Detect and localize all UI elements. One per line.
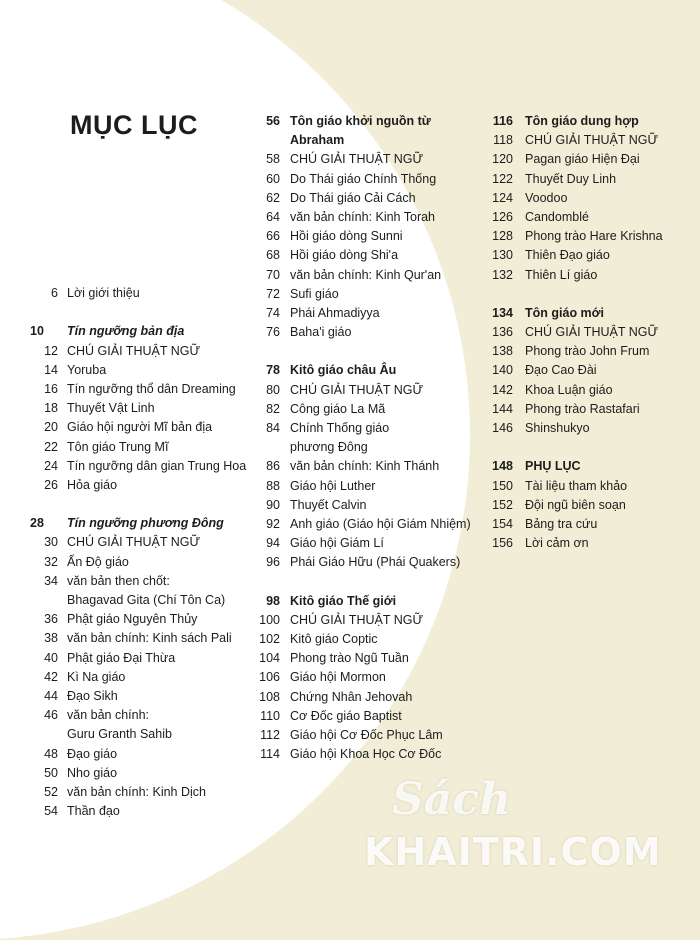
toc-entry-title: Sufi giáo [290,286,339,301]
toc-spacer [30,303,260,322]
toc-entry[interactable] [30,361,260,380]
toc-entry[interactable] [30,629,260,648]
toc-entry-title: Lời giới thiệu [67,286,140,300]
toc-entry[interactable] [250,668,470,687]
toc-page-number: 64 [266,209,280,224]
toc-page-number: 140 [492,363,513,378]
toc-entry[interactable] [479,419,694,438]
toc-entry[interactable] [250,649,470,668]
toc-entry-title: văn bản chính: Kinh Torah [290,209,436,224]
toc-entry[interactable] [479,534,694,553]
toc-entry[interactable] [250,726,470,745]
toc-entry-title: Anh giáo (Giáo hội Giám Nhiệm) [290,516,471,531]
toc-entry-title: Bảng tra cứu [525,516,598,531]
toc-entry-title: Tôn giáo mới [525,305,605,320]
toc-entry[interactable] [250,189,470,208]
toc-entry-title: Phong trào Hare Krishna [525,229,663,244]
toc-page-number: 104 [259,651,280,666]
toc-entry-title: CHÚ GIẢI THUẬT NGỮ [525,133,659,148]
toc-page-number: 82 [266,401,280,416]
toc-entry-title: Phong trào John Frum [525,344,650,359]
toc-spacer [479,285,694,304]
toc-entry[interactable] [479,131,694,150]
toc-page-number: 6 [51,286,58,300]
toc-page-number: 120 [492,152,513,167]
toc-entry-title: Tôn giáo khởi nguồn từ [290,114,431,128]
toc-page-number: 26 [44,477,58,492]
toc-entry-title: Đội ngũ biên soạn [525,497,626,512]
toc-page-number: 86 [266,459,280,474]
toc-page-number: 124 [492,190,513,205]
toc-entry-title: CHÚ GIẢI THUẬT NGỮ [67,343,201,358]
watermark-logo [362,774,692,880]
toc-page-number: 152 [492,497,513,512]
toc-entry[interactable] [250,150,470,169]
toc-entry[interactable] [250,304,470,323]
toc-column-1 [30,284,260,821]
toc-entry-title: Voodoo [525,190,568,205]
toc-page-number: 46 [44,708,58,723]
toc-page-number: 144 [492,401,513,416]
toc-page-number: 40 [44,650,58,665]
toc-entry[interactable] [250,496,470,515]
toc-entry-title: Phật giáo Đại Thừa [67,650,176,665]
toc-entry-title: Giáo hội Mormon [290,670,386,685]
toc-section-heading[interactable] [479,457,694,476]
toc-column-2 [250,112,470,764]
toc-entry-title: CHÚ GIẢI THUẬT NGỮ [67,535,201,550]
toc-entry-title: văn bản chính: [67,708,150,723]
toc-section-heading[interactable] [30,322,260,341]
toc-page-number: 72 [266,286,280,301]
toc-page-number: 84 [266,421,280,435]
toc-entry-title: Abraham [290,133,345,148]
toc-page-number: 102 [259,632,280,647]
toc-page-number: 54 [44,804,58,819]
toc-page-number: 130 [492,248,513,263]
toc-entry-title: Kitô giáo Coptic [290,632,378,647]
toc-entry-title: Giáo hội Cơ Đốc Phục Lâm [290,728,443,742]
toc-section-heading[interactable] [479,304,694,323]
toc-entry[interactable] [250,515,470,534]
toc-entry-title: Yoruba [67,362,107,377]
toc-entry-title: Tín ngưỡng bản địa [67,324,185,339]
toc-spacer [30,495,260,514]
toc-page-number [30,725,58,744]
toc-spacer [479,438,694,457]
toc-page-number [30,591,58,610]
toc-entry-title: Cơ Đốc giáo Baptist [290,708,402,723]
toc-entry-title: CHÚ GIẢI THUẬT NGỮ [290,612,424,627]
toc-page-number: 10 [30,324,44,339]
toc-entry-title: Pagan giáo Hiện Đại [525,152,640,167]
toc-entry[interactable] [479,150,694,169]
toc-entry-title: Giáo hội Giám Lí [290,536,384,551]
toc-page-number: 112 [260,728,280,742]
toc-entry[interactable] [250,285,470,304]
toc-entry[interactable] [250,208,470,227]
toc-entry[interactable] [479,400,694,419]
toc-entry-title: Tài liệu tham khảo [525,478,628,493]
toc-entry-title: Bhagavad Gita (Chí Tôn Ca) [67,593,226,607]
toc-page-number: 38 [44,631,58,646]
toc-entry[interactable] [30,802,260,821]
toc-page-number: 22 [44,439,58,454]
toc-page-number [250,131,280,150]
toc-entry-title: Khoa Luận giáo [525,382,613,397]
toc-entry-title: Hồi giáo dòng Shi'a [290,248,399,263]
toc-entry-title: CHÚ GIẢI THUẬT NGỮ [290,382,424,397]
toc-entry-title: Do Thái giáo Cải Cách [290,190,416,205]
toc-page-number: 78 [266,363,280,378]
toc-page-number: 148 [492,459,513,474]
toc-entry-title: Phái Giáo Hữu (Phái Quakers) [290,555,461,570]
toc-page-number: 156 [492,536,513,551]
toc-entry[interactable] [30,572,260,591]
toc-entry-title: Giáo hội người Mĩ bản địa [67,420,213,435]
toc-page-number: 138 [492,344,513,359]
toc-page-number: 96 [266,555,280,570]
toc-entry[interactable] [479,208,694,227]
watermark-brand-text: KHAITRI.COM [364,830,662,874]
toc-page-number [250,438,280,457]
toc-page-number: 18 [44,401,58,416]
toc-entry-title: Thiên Đạo giáo [525,248,610,263]
toc-entry[interactable] [479,266,694,285]
toc-entry[interactable] [250,381,470,400]
toc-page-number: 128 [492,229,513,244]
toc-page-number: 150 [492,478,513,493]
toc-section-heading[interactable] [250,112,470,131]
toc-page-number: 36 [44,612,58,627]
toc-page-number: 118 [493,133,513,148]
toc-entry-title: Shinshukyo [525,421,590,435]
toc-entry[interactable] [479,170,694,189]
toc-entry-title: Thiên Lí giáo [525,267,598,282]
toc-entry[interactable] [479,189,694,208]
toc-entry[interactable] [30,668,260,687]
toc-entry[interactable] [30,457,260,476]
toc-entry[interactable] [250,745,470,764]
toc-entry[interactable] [30,610,260,629]
toc-page-number: 134 [492,305,513,320]
toc-page-number: 92 [266,516,280,531]
toc-entry-title: Phật giáo Nguyên Thủy [67,612,198,627]
toc-page-number: 52 [44,784,58,799]
toc-entry-title: Tín ngưỡng phương Đông [67,516,224,531]
toc-entry[interactable] [479,246,694,265]
toc-entry-title: văn bản chính: Kinh Dịch [67,784,206,799]
toc-entry[interactable] [479,496,694,515]
toc-spacer [250,573,470,592]
toc-entry-title: văn bản chính: Kinh Qur'an [290,267,442,282]
toc-entry-title: Kì Na giáo [67,669,126,684]
toc-entry[interactable] [30,553,260,572]
toc-page-number: 108 [259,689,280,704]
toc-entry[interactable] [250,457,470,476]
toc-page-number: 30 [44,535,58,550]
toc-entry-title: Hỏa giáo [67,477,118,492]
toc-page-number: 136 [492,325,513,340]
toc-entry[interactable] [479,227,694,246]
toc-entry[interactable] [479,361,694,380]
toc-entry[interactable] [250,534,470,553]
toc-entry[interactable] [250,688,470,707]
toc-entry[interactable] [30,591,260,610]
toc-entry-title: văn bản chính: Kinh Thánh [290,459,440,474]
toc-page-number: 106 [259,670,280,685]
toc-page-number: 122 [492,171,513,186]
toc-entry-title: Giáo hội Luther [290,478,376,493]
toc-entry-title: văn bản then chốt: [67,573,170,588]
toc-page-number: 110 [260,708,280,723]
toc-entry-title: Giáo hội Khoa Học Cơ Đốc [290,747,442,762]
toc-entry[interactable] [30,687,260,706]
toc-entry-title: Phái Ahmadiyya [290,305,380,320]
toc-entry-title: Do Thái giáo Chính Thống [290,171,437,186]
toc-section-heading[interactable] [250,592,470,611]
toc-entry[interactable] [30,764,260,783]
toc-entry-title: Tôn giáo Trung Mĩ [67,439,169,454]
toc-entry[interactable] [30,418,260,437]
toc-entry[interactable] [30,533,260,552]
toc-entry-title: Thuyết Calvin [290,497,367,512]
toc-entry[interactable] [479,477,694,496]
toc-page-number: 62 [266,190,280,205]
toc-entry-title: Nho giáo [67,765,118,780]
toc-entry-title: Candomblé [525,209,589,224]
toc-entry-title: văn bản chính: Kinh sách Pali [67,631,232,646]
toc-page-number: 88 [266,478,280,493]
toc-page-number: 68 [266,248,280,263]
toc-entry[interactable] [250,438,470,457]
toc-entry[interactable] [30,380,260,399]
watermark-script-text: Sách [392,774,512,825]
toc-page-number: 146 [492,421,513,435]
toc-entry-title: Tôn giáo dung hợp [525,114,639,128]
toc-entry[interactable] [30,342,260,361]
toc-entry-title: CHÚ GIẢI THUẬT NGỮ [290,152,424,167]
toc-page-number: 20 [44,420,58,435]
toc-section-heading[interactable] [250,361,470,380]
toc-section-heading[interactable] [30,514,260,533]
toc-entry[interactable] [250,611,470,630]
toc-section-heading[interactable] [479,112,694,131]
toc-page-number: 58 [266,152,280,167]
toc-entry-title: phương Đông [290,440,368,455]
toc-entry[interactable] [30,649,260,668]
toc-page-number: 80 [266,382,280,397]
toc-entry-title: Công giáo La Mã [290,401,386,416]
toc-entry-title: Phong trào Rastafari [525,401,640,416]
toc-entry-title: Guru Granth Sahib [67,727,172,742]
toc-entry[interactable] [30,783,260,802]
toc-entry-title: Ấn Độ giáo [67,554,129,569]
toc-column-3 [479,112,694,553]
toc-entry[interactable] [30,438,260,457]
toc-page-number: 70 [266,267,280,282]
toc-page-number: 114 [260,747,280,762]
toc-entry[interactable] [30,284,260,303]
toc-page-number: 44 [44,688,58,703]
toc-entry[interactable] [250,266,470,285]
toc-entry[interactable] [250,630,470,649]
toc-spacer [250,342,470,361]
toc-page-number: 12 [44,343,58,358]
toc-page-number: 100 [259,612,280,627]
toc-entry-title: Tín ngưỡng dân gian Trung Hoa [67,458,247,473]
toc-page-number: 56 [266,114,280,128]
toc-entry[interactable] [250,707,470,726]
toc-section-heading[interactable] [250,131,470,150]
toc-entry[interactable] [30,476,260,495]
toc-entry[interactable] [30,725,260,744]
toc-entry[interactable] [479,381,694,400]
toc-page-number: 126 [492,209,513,224]
toc-entry[interactable] [30,399,260,418]
toc-page-number: 132 [492,267,513,282]
toc-page-number: 32 [44,554,58,569]
toc-entry[interactable] [250,246,470,265]
toc-entry-title: Kitô giáo châu Âu [290,363,397,378]
toc-entry[interactable] [250,419,470,438]
toc-page-number: 50 [44,765,58,780]
toc-entry-title: Thuyết Duy Linh [525,171,617,186]
toc-entry[interactable] [479,515,694,534]
toc-entry[interactable] [250,553,470,572]
toc-entry-title: Đạo Sikh [67,688,118,703]
toc-entry[interactable] [479,323,694,342]
toc-entry[interactable] [30,745,260,764]
toc-page-number: 90 [266,497,280,512]
toc-page-number: 14 [44,362,58,377]
toc-page-number: 76 [266,325,280,340]
toc-entry-title: Baha'i giáo [290,325,352,340]
toc-entry-title: Hồi giáo dòng Sunni [290,229,403,244]
toc-entry-title: Thuyết Vật Linh [67,401,155,416]
toc-entry[interactable] [250,477,470,496]
toc-page-number: 28 [30,516,44,531]
toc-page-number: 66 [266,229,280,244]
toc-entry-title: PHỤ LỤC [525,459,581,474]
toc-page-number: 154 [492,516,513,531]
toc-entry-title: Chứng Nhân Jehovah [290,689,413,704]
toc-entry[interactable] [250,170,470,189]
toc-entry-title: Tín ngưỡng thổ dân Dreaming [67,381,236,396]
toc-entry-title: Đạo giáo [67,746,118,761]
toc-page-number: 24 [44,458,58,473]
page-title: MỤC LỤC [70,110,198,140]
toc-entry-title: Lời cảm ơn [525,536,589,551]
toc-entry-title: Thần đạo [67,804,120,819]
toc-entry[interactable] [250,400,470,419]
toc-page-number: 16 [44,381,58,396]
toc-entry[interactable] [30,706,260,725]
toc-entry[interactable] [250,227,470,246]
toc-page-number: 98 [266,593,280,608]
toc-page-number: 42 [44,669,58,684]
toc-entry-title: CHÚ GIẢI THUẬT NGỮ [525,325,659,340]
toc-entry[interactable] [250,323,470,342]
toc-page-number: 94 [266,536,280,551]
toc-page-number: 142 [492,382,513,397]
toc-page-number: 48 [44,746,58,761]
toc-page-number: 116 [492,114,513,128]
toc-page-number: 74 [266,305,280,320]
toc-entry-title: Phong trào Ngũ Tuần [290,651,409,666]
toc-entry[interactable] [479,342,694,361]
toc-entry-title: Đạo Cao Đài [525,363,597,378]
toc-page-number: 34 [44,573,58,588]
toc-entry-title: Kitô giáo Thế giới [290,593,397,608]
toc-page-number: 60 [266,171,280,186]
toc-entry-title: Chính Thống giáo [290,421,390,435]
